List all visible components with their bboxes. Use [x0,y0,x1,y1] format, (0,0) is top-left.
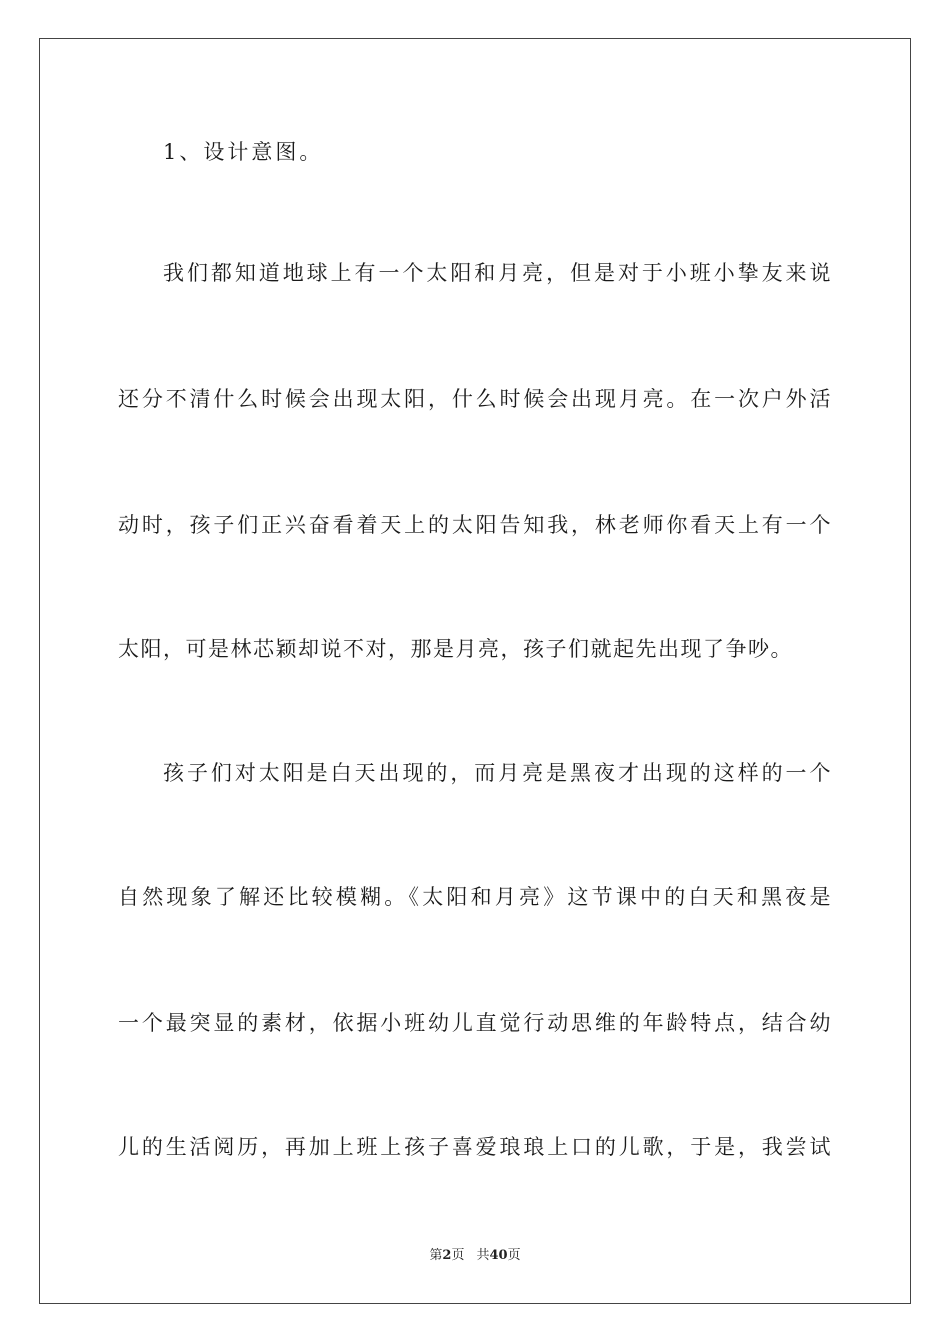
page-footer [0,1247,950,1265]
section-heading: 1、设计意图。 [163,140,324,164]
paragraph-line: 孩子们对太阳是白天出现的，而月亮是黑夜才出现的这样的一个 [163,761,832,785]
paragraph-line: 自然现象了解还比较模糊。《太阳和月亮》这节课中的白天和黑夜是 [118,885,832,909]
total-pages: 40 [489,1248,508,1263]
page-prefix: 第 [429,1248,443,1263]
paragraph-line: 动时，孩子们正兴奋看着天上的太阳告知我，林老师你看天上有一个 [118,513,832,537]
paragraph-line: 儿的生活阅历，再加上班上孩子喜爱琅琅上口的儿歌，于是，我尝试 [118,1135,832,1159]
page-border [39,38,911,1304]
paragraph-line: 我们都知道地球上有一个太阳和月亮，但是对于小班小挚友来说 [163,261,832,285]
paragraph-line: 还分不清什么时候会出现太阳，什么时候会出现月亮。在一次户外活 [118,387,832,411]
paragraph-line: 太阳，可是林芯颖却说不对，那是月亮，孩子们就起先出现了争吵。 [118,637,793,661]
total-suffix: 页 [507,1248,521,1263]
page-number: 2 [442,1248,452,1263]
total-prefix: 共 [476,1248,490,1263]
page-suffix: 页 [451,1248,465,1263]
paragraph-line: 一个最突显的素材，依据小班幼儿直觉行动思维的年龄特点，结合幼 [118,1011,832,1035]
